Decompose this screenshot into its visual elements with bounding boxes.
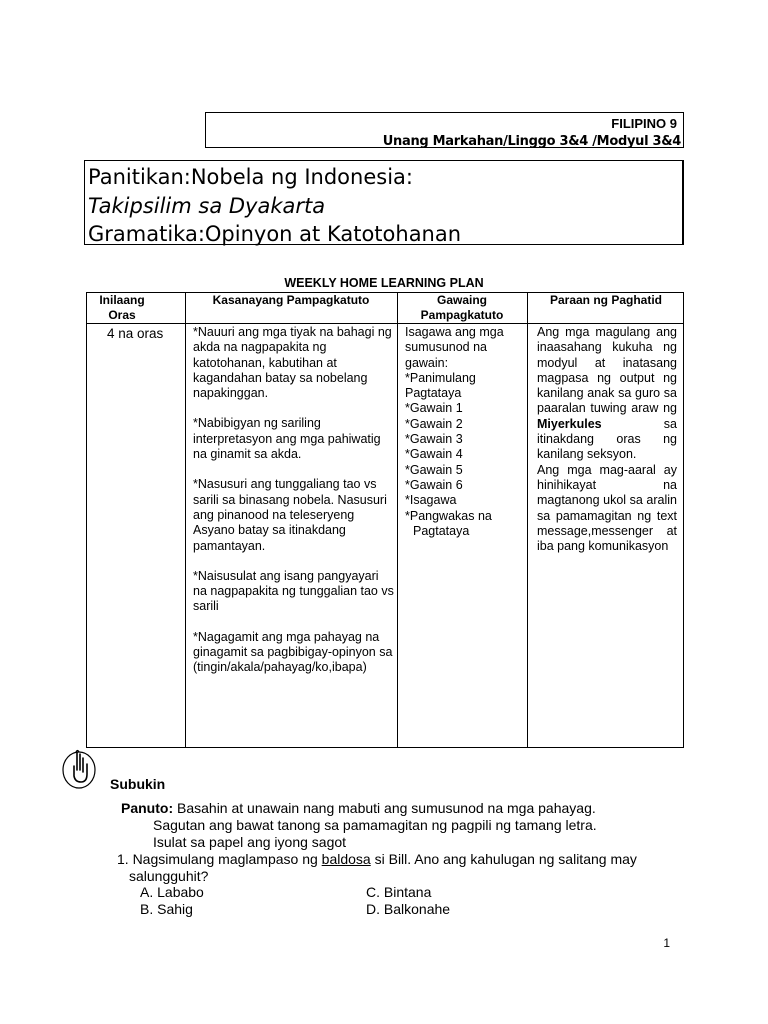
col-header-gawain-line2: Pampagkatuto — [420, 308, 504, 322]
gawain-item: *Gawain 3 — [405, 432, 463, 447]
pointing-hand-icon — [61, 746, 97, 790]
col-header-oras-line2: Oras — [108, 308, 136, 322]
col-header-kasanayan: Kasanayang Pampagkatuto — [212, 293, 370, 307]
gawain-item: Pagtataya — [413, 523, 470, 538]
kasanayan-item: *Nabibigyan ng sariling interpretasyon ang mga pahiwatig na ginamit sa akda. — [193, 416, 381, 462]
gawain-item: *Gawain 6 — [405, 477, 463, 492]
question-1-pre: 1. Nagsimulang maglampaso ng — [117, 851, 322, 867]
question-1-post: si Bill. Ano ang kahulugan ng salitang may — [370, 851, 637, 867]
kasanayan-item: *Nauuri ang mga tiyak na bahagi ng akda na nagpapakita ng katotohanan, kabutihan at kagandahan batay sa nobelang napakinggan. — [193, 325, 392, 401]
paraan-paragraph-1 — [537, 325, 677, 463]
panuto-line-2: Sagutan ang bawat tanong sa pamamagitan ng pagpili ng tamang letra. — [153, 817, 597, 833]
panitikan-title: Panitikan:Nobela ng Indonesia: — [88, 165, 413, 189]
gawain-item: *Pangwakas na — [405, 508, 492, 523]
gawain-item: *Panimulang Pagtataya — [405, 370, 476, 401]
novel-title: Takipsilim sa Dyakarta — [88, 194, 326, 218]
panuto-label: Panuto: — [121, 800, 174, 816]
question-1-underlined-word: baldosa — [321, 851, 371, 867]
gawain-list — [405, 325, 523, 539]
gramatika-title: Gramatika:Opinyon at Katotohanan — [88, 222, 462, 246]
col-header-oras — [87, 293, 157, 323]
choice-b: B. Sahig — [140, 901, 193, 917]
gawain-item: *Gawain 4 — [405, 447, 463, 462]
col-header-gawain — [397, 293, 527, 323]
gawain-item: *Gawain 1 — [405, 401, 463, 416]
gawain-item: *Gawain 5 — [405, 462, 463, 477]
gawain-intro: Isagawa ang mga sumusunod na gawain: — [405, 325, 504, 370]
col-header-paraan: Paraan ng Paghatid — [549, 293, 663, 307]
panuto-line-3: Isulat sa papel ang iyong sagot — [153, 834, 347, 850]
panuto-text-1: Basahin at unawain nang mabuti ang sumusunod na mga pahayag. — [177, 800, 596, 816]
kasanayan-item: *Nasusuri ang tunggaliang tao vs sarili sa binasang nobela. Nasusuri ang pinanood na teleseryeng Asyano batay sa itinakdang pamantayan. — [193, 477, 387, 553]
paraan-1-end: sa itinakdang oras ng kanilang seksyon. — [537, 416, 677, 462]
column-divider — [527, 293, 528, 747]
question-1 — [117, 851, 637, 867]
subject-label: FILIPINO 9 — [611, 116, 677, 131]
quarter-label: Unang Markahan/Linggo 3&4 /Modyul 3&4 — [382, 134, 681, 148]
choice-c: C. Bintana — [366, 884, 432, 900]
plan-title: WEEKLY HOME LEARNING PLAN — [284, 276, 484, 290]
panuto-line-1 — [121, 800, 596, 816]
header-divider — [87, 323, 683, 324]
column-divider — [397, 293, 398, 747]
title-box — [84, 160, 684, 245]
paraan-day: Miyerkules — [537, 416, 602, 431]
oras-value: 4 na oras — [107, 326, 164, 341]
kasanayan-list — [193, 325, 395, 676]
kasanayan-item: *Naisusulat ang isang pangyayari na nagpapakita ng tunggalian tao vs sarili — [193, 568, 394, 614]
choice-d: D. Balkonahe — [366, 901, 451, 917]
kasanayan-item: *Nagagamit ang mga pahayag na ginagamit sa pagbibigay-opinyon sa (tingin/akala/pahayag/ko,ibapa) — [193, 629, 393, 675]
subukin-heading: Subukin — [110, 776, 166, 792]
col-header-gawain-line1: Gawaing — [436, 293, 487, 307]
paraan-1-text: Ang mga magulang ang inaasahang kukuha ng modyul at inatasang magpasa ng output ng kanilang anak sa guro sa paaralan tuwing araw ng — [537, 325, 677, 416]
question-1-line-2: salungguhit? — [129, 868, 209, 884]
learning-plan-table — [86, 292, 684, 748]
paraan-text — [537, 325, 677, 554]
column-divider — [185, 293, 186, 747]
gawain-item: *Gawain 2 — [405, 416, 463, 431]
col-header-oras-line1: Inilaang — [99, 293, 145, 307]
page-number: 1 — [663, 936, 670, 950]
header-box — [205, 112, 684, 148]
gawain-item: *Isagawa — [405, 493, 457, 508]
choice-a: A. Lababo — [140, 884, 204, 900]
paraan-paragraph-2: Ang mga mag-aaral ay hinihikayat na magtanong ukol sa aralin sa pamamagitan ng text message,messenger at iba pang komunikasyon — [537, 462, 677, 554]
